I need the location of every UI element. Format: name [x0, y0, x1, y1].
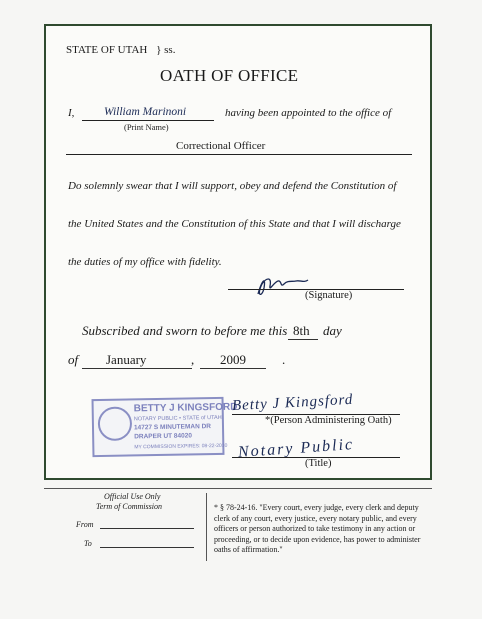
bottom-divider — [44, 488, 432, 489]
stamp-line-3: DRAPER UT 84020 — [134, 432, 193, 441]
office-name: Correctional Officer — [176, 140, 266, 152]
stamp-name: BETTY J KINGSFORD — [133, 401, 238, 415]
state-seal-icon — [98, 406, 133, 441]
of-label: of — [68, 352, 79, 367]
name-caption: (Print Name) — [124, 122, 169, 132]
sworn-month: January — [106, 352, 147, 367]
day-label: day — [323, 323, 342, 338]
day-underline — [288, 339, 318, 340]
appointee-name: William Marinoni — [104, 106, 187, 118]
term-heading: Term of Commission — [96, 502, 162, 511]
state-text: STATE OF UTAH — [66, 44, 148, 56]
stamp-line-1: NOTARY PUBLIC • STATE of UTAH — [133, 414, 222, 423]
office-underline — [66, 154, 412, 155]
state-label — [66, 44, 175, 56]
ss-text: } ss. — [156, 44, 176, 56]
page-title: OATH OF OFFICE — [160, 66, 299, 85]
signature-mark — [252, 272, 312, 300]
title-handwritten: Notary Public — [237, 435, 355, 462]
sworn-end: . — [282, 352, 286, 367]
official-heading: Official Use Only — [104, 492, 161, 501]
to-field — [100, 547, 194, 548]
administering-signature: Betty J Kingsford — [231, 391, 354, 415]
from-label: From — [76, 520, 94, 529]
name-underline — [82, 120, 214, 121]
month-underline — [82, 368, 192, 369]
from-field — [100, 528, 194, 529]
vertical-divider — [206, 493, 207, 561]
signature-caption: (Signature) — [305, 290, 353, 301]
stamp-line-2: 14727 S MINUTEMAN DR — [133, 423, 211, 432]
administering-caption: *(Person Administering Oath) — [265, 415, 392, 426]
stamp-line-4: MY COMMISSION EXPIRES: 08-22-2010 — [134, 442, 228, 451]
sworn-year: 2009 — [220, 352, 246, 367]
oath-line-2: the United States and the Constitution of this State and that I will discharge — [68, 218, 401, 230]
sworn-text: Subscribed and sworn to before me this — [82, 323, 288, 338]
to-label: To — [84, 539, 92, 548]
oath-line-1: Do solemnly swear that I will support, obey and defend the Constitution of — [68, 180, 397, 192]
year-underline — [200, 368, 266, 369]
sworn-day: 8th — [293, 323, 310, 338]
title-caption: (Title) — [305, 458, 332, 469]
i-prefix: I, — [68, 107, 75, 119]
statute-footnote: * § 78-24-16. "Every court, every judge, every clerk and deputy clerk of any court, every justice, every notary public, and every officers or person authorized to take testimony in any action or proceeding, or to decide upon evidence, has power to administer oaths of affirmation." — [214, 503, 421, 554]
comma: , — [191, 352, 195, 367]
oath-line-3: the duties of my office with fidelity. — [68, 256, 222, 268]
notary-stamp — [92, 397, 238, 457]
appointed-text: having been appointed to the office of — [225, 107, 392, 119]
